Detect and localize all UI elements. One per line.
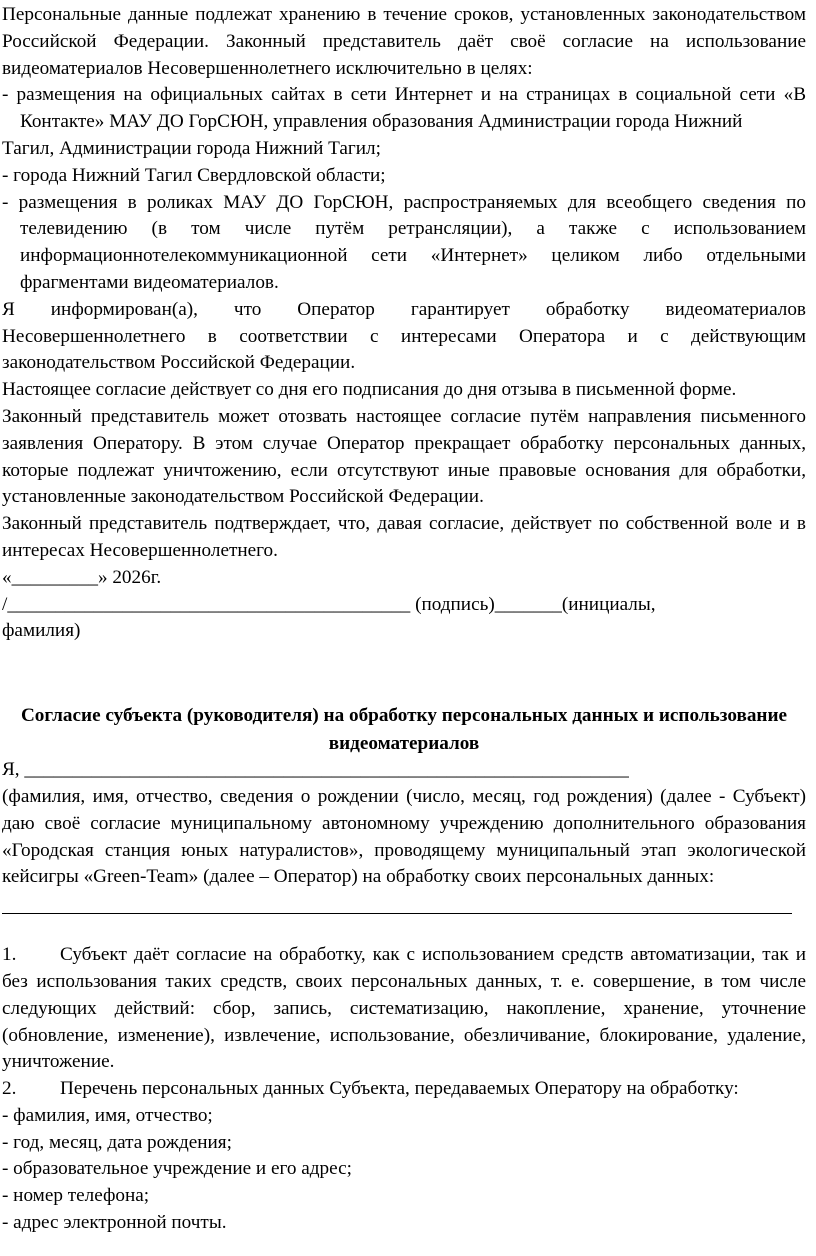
subject-name-line: Я, _______________________________________________________________ xyxy=(2,759,629,781)
consent-item-number: 2. xyxy=(2,1078,17,1100)
consent-item-1 xyxy=(2,942,806,1076)
purpose-item-3: - размещения в роликах МАУ ДО ГорСЮН, распространяемых для всеобщего сведения по телевидению (в том числе путём ретрансляции), а также с использованием информационнотелекоммуникационной сети «Интернет» целиком либо отдельными фрагментами видеоматериалов. xyxy=(2,191,806,293)
signature-line: /__________________________________________ (подпись)_______(инициалы, xyxy=(2,593,656,615)
storage-paragraph: Персональные данные подлежат хранению в течение сроков, установленных законодательством Российской Федерации. Законный представитель даёт своё согласие на использование видеоматериалов Несовершеннолетнего исключительно в целях: xyxy=(2,4,806,79)
data-list-item: - образовательное учреждение и его адрес; xyxy=(2,1158,352,1180)
consent-item-number: 1. xyxy=(2,944,17,966)
confirmation-paragraph: Законный представитель подтверждает, что, давая согласие, действует по собственной воле и в интересах Несовершеннолетнего. xyxy=(2,513,806,561)
purpose-item-2: - города Нижний Тагил Свердловской области; xyxy=(2,164,386,186)
section-heading: Согласие субъекта (руководителя) на обработку персональных данных и использование видеоматериалов xyxy=(20,705,788,754)
consent-item-text: Субъект даёт согласие на обработку, как с использованием средств автоматизации, так и без использования таких средств, своих персональных данных, т. е. совершение, в том числе следующих действий: сбор, запись, систематизацию, накопление, хранение, уточнение (обновление, изменение), извлечение, использование, обезличивание, блокирование, удаление, уничтожение. xyxy=(2,944,806,1073)
spacer xyxy=(2,914,806,942)
consent-item-2 xyxy=(2,1076,806,1103)
spacer xyxy=(2,645,806,671)
revocation-paragraph: Законный представитель может отозвать настоящее согласие путём направления письменного заявления Оператору. В этом случае Оператор прекращает обработку персональных данных, которые подлежат уничтожению, если отсутствуют иные правовые основания для обработки, установленные законодательством Российской Федерации. xyxy=(2,405,806,508)
date-line: «_________» 2026г. xyxy=(2,566,162,588)
data-list-item: - фамилия, имя, отчество; xyxy=(2,1104,213,1126)
operator-guarantee-paragraph: Я информирован(а), что Оператор гарантирует обработку видеоматериалов Несовершеннолетнего в соответствии с интересами Оператора и с действующим законодательством Российской Федерации. xyxy=(2,298,806,374)
signature-line-continued: фамилия) xyxy=(2,620,81,642)
data-list-item: - год, месяц, дата рождения; xyxy=(2,1131,232,1153)
validity-paragraph: Настоящее согласие действует со дня его подписания до дня отзыва в письменной форме. xyxy=(2,379,737,401)
data-list-item: - адрес электронной почты. xyxy=(2,1212,227,1234)
purpose-item-1-continued: Тагил, Администрации города Нижний Тагил; xyxy=(2,137,381,159)
data-list-item: - номер телефона; xyxy=(2,1185,150,1207)
subject-consent-paragraph: (фамилия, имя, отчество, сведения о рождении (число, месяц, год рождения) (далее - Субъект) даю своё согласие муниципальному автономному учреждению дополнительного образования «Городская станция юных натуралистов», проводящему муниципальный этап экологической кейсигры «Green-Team» (далее – Оператор) на обработку своих персональных данных: xyxy=(2,785,806,888)
purpose-item-1: - размещения на официальных сайтах в сети Интернет и на страницах в социальной сети «В Контакте» МАУ ДО ГорСЮН, управления образования Администрации города Нижний xyxy=(2,84,806,133)
consent-item-text: Перечень персональных данных Субъекта, передаваемых Оператору на обработку: xyxy=(60,1078,739,1100)
